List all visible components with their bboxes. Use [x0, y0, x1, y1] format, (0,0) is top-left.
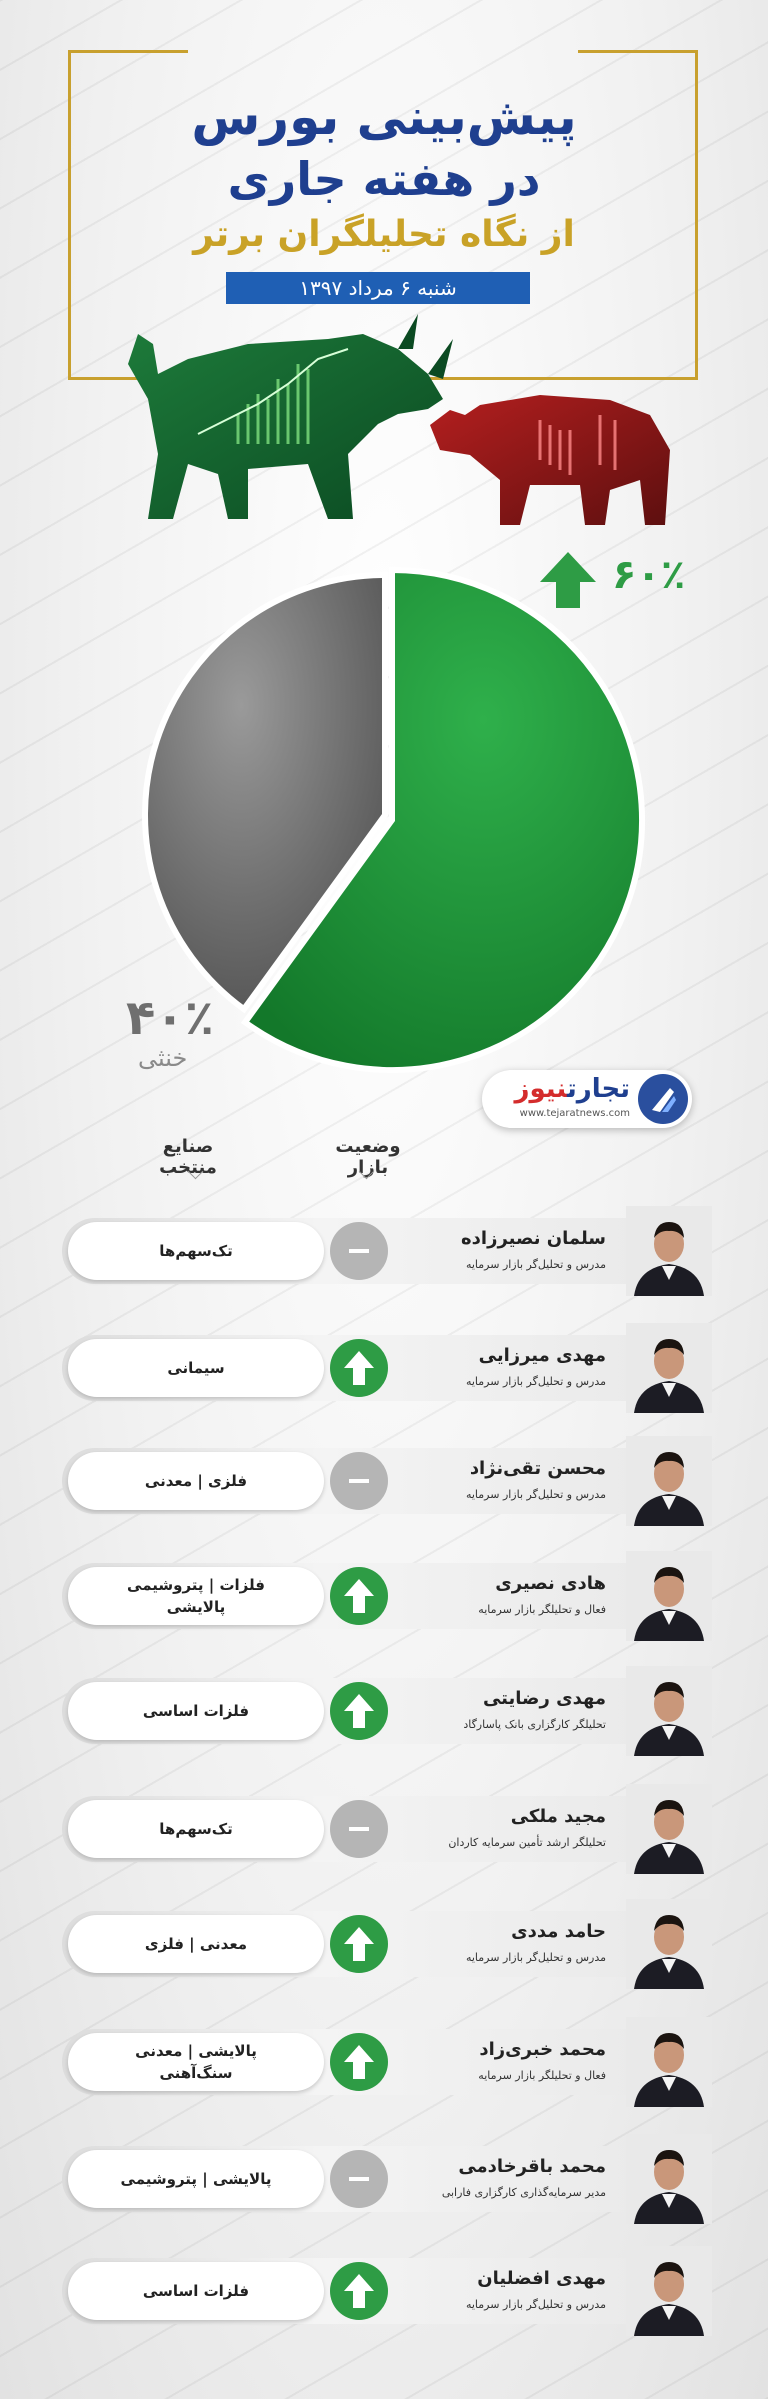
analyst-role: مدرس و تحلیل‌گر بازار سرمایه — [465, 1488, 606, 1501]
up-arrow-icon — [330, 2262, 388, 2320]
analyst-name: مهدی رضایتی — [482, 1688, 606, 1709]
status-badge — [330, 1339, 388, 1397]
sector-pill — [68, 1339, 324, 1397]
analyst-name: محمد باقرخادمی — [458, 2156, 606, 2177]
sector-pill — [68, 1567, 324, 1625]
bull-illustration — [98, 304, 458, 524]
sector-text: فلزات اساسی — [142, 2281, 250, 2300]
sector-pill — [68, 1682, 324, 1740]
analyst-row — [62, 2023, 706, 2101]
sector-text: فلزات | پتروشیمی پالایشی — [127, 1575, 265, 1616]
status-badge — [330, 2033, 388, 2091]
neutral-dash-icon — [330, 2150, 388, 2208]
neutral-percentage: ۴۰٪ — [126, 990, 214, 1046]
status-badge — [330, 2150, 388, 2208]
title-line-1: پیش‌بینی بورس — [191, 88, 577, 146]
avatar — [626, 1666, 712, 1756]
sector-text: فلزات اساسی — [142, 1701, 250, 1720]
status-badge — [330, 1682, 388, 1740]
avatar — [626, 2017, 712, 2107]
logo-name: تجارتنیوز — [514, 1074, 630, 1104]
analyst-role: تحلیلگر ارشد تأمین سرمایه کاردان — [448, 1836, 606, 1849]
subtitle: از نگاه تحلیلگران برتر — [193, 214, 575, 255]
sector-text: فلزی | معدنی — [144, 1471, 248, 1490]
sector-pill — [68, 2150, 324, 2208]
sector-text: سیمانی — [167, 1358, 225, 1377]
analyst-row — [62, 1905, 706, 1983]
sector-pill — [68, 2262, 324, 2320]
status-badge — [330, 1800, 388, 1858]
bear-illustration — [420, 370, 680, 530]
analyst-role: تحلیلگر کارگزاری بانک پاسارگاد — [463, 1718, 606, 1731]
avatar — [626, 2134, 712, 2224]
avatar — [626, 1436, 712, 1526]
status-badge — [330, 1567, 388, 1625]
analyst-name: مجید ملکی — [510, 1806, 606, 1827]
sector-pill — [68, 1222, 324, 1280]
analyst-name: مهدی میرزایی — [478, 1345, 606, 1366]
analyst-row — [62, 1557, 706, 1635]
analyst-name: محمد خبری‌زاد — [479, 2039, 606, 2060]
column-header-sector: صنایع منتخب — [159, 1136, 217, 1178]
neutral-dash-icon — [330, 1800, 388, 1858]
sector-text: پالایشی | پتروشیمی — [120, 2169, 272, 2188]
sector-text: پالایشی | معدنی سنگ‌آهنی — [135, 2041, 257, 2082]
up-percentage: ۶۰٪ — [612, 552, 686, 598]
neutral-dash-icon — [330, 1222, 388, 1280]
avatar — [626, 1784, 712, 1874]
neutral-label: خنثی — [138, 1044, 188, 1072]
analyst-row — [62, 1212, 706, 1290]
analyst-name: مهدی افضلیان — [477, 2268, 606, 2289]
analyst-row — [62, 2252, 706, 2330]
analyst-row — [62, 1790, 706, 1868]
header-frame-top-left — [68, 50, 188, 53]
sector-pill — [68, 1800, 324, 1858]
neutral-dash-icon — [330, 1452, 388, 1510]
date-band: شنبه ۶ مرداد ۱۳۹۷ — [226, 272, 530, 304]
sector-pill — [68, 2033, 324, 2091]
up-arrow-icon — [330, 2033, 388, 2091]
title-line-2: در هفته جاری — [227, 152, 541, 206]
analyst-row — [62, 2140, 706, 2218]
avatar — [626, 1206, 712, 1296]
analyst-row — [62, 1672, 706, 1750]
logo-mark-icon — [638, 1074, 688, 1124]
logo-url: www.tejaratnews.com — [519, 1108, 630, 1119]
up-arrow-icon — [330, 1339, 388, 1397]
status-badge — [330, 1222, 388, 1280]
analyst-role: مدیر سرمایه‌گذاری کارگزاری فارابی — [441, 2186, 606, 2199]
analyst-name: سلمان نصیرزاده — [461, 1228, 606, 1249]
status-badge — [330, 2262, 388, 2320]
analyst-role: مدرس و تحلیل‌گر بازار سرمایه — [465, 1951, 606, 1964]
sector-text: تک‌سهم‌ها — [159, 1241, 233, 1260]
sector-text: تک‌سهم‌ها — [159, 1819, 233, 1838]
avatar — [626, 1551, 712, 1641]
analyst-role: فعال و تحلیلگر بازار سرمایه — [478, 1603, 606, 1616]
analyst-role: فعال و تحلیلگر بازار سرمایه — [478, 2069, 606, 2082]
avatar — [626, 2246, 712, 2336]
analyst-row — [62, 1329, 706, 1407]
up-arrow-icon — [536, 548, 600, 612]
analyst-role: مدرس و تحلیل‌گر بازار سرمایه — [465, 2298, 606, 2311]
status-badge — [330, 1452, 388, 1510]
up-arrow-icon — [330, 1682, 388, 1740]
analyst-role: مدرس و تحلیل‌گر بازار سرمایه — [465, 1258, 606, 1271]
sector-pill — [68, 1452, 324, 1510]
analyst-name: حامد مددی — [511, 1921, 606, 1942]
analyst-row — [62, 1442, 706, 1520]
header-frame-top-right — [578, 50, 698, 53]
analyst-name: هادی نصیری — [495, 1573, 606, 1594]
status-badge — [330, 1915, 388, 1973]
sector-pill — [68, 1915, 324, 1973]
up-arrow-icon — [330, 1567, 388, 1625]
avatar — [626, 1899, 712, 1989]
analyst-name: محسن تقی‌نژاد — [469, 1458, 606, 1479]
sector-text: معدنی | فلزی — [144, 1934, 248, 1953]
up-arrow-icon — [330, 1915, 388, 1973]
column-header-status: وضعیت بازار — [335, 1136, 401, 1178]
analyst-role: مدرس و تحلیل‌گر بازار سرمایه — [465, 1375, 606, 1388]
tejaratnews-logo — [482, 1070, 692, 1128]
avatar — [626, 1323, 712, 1413]
